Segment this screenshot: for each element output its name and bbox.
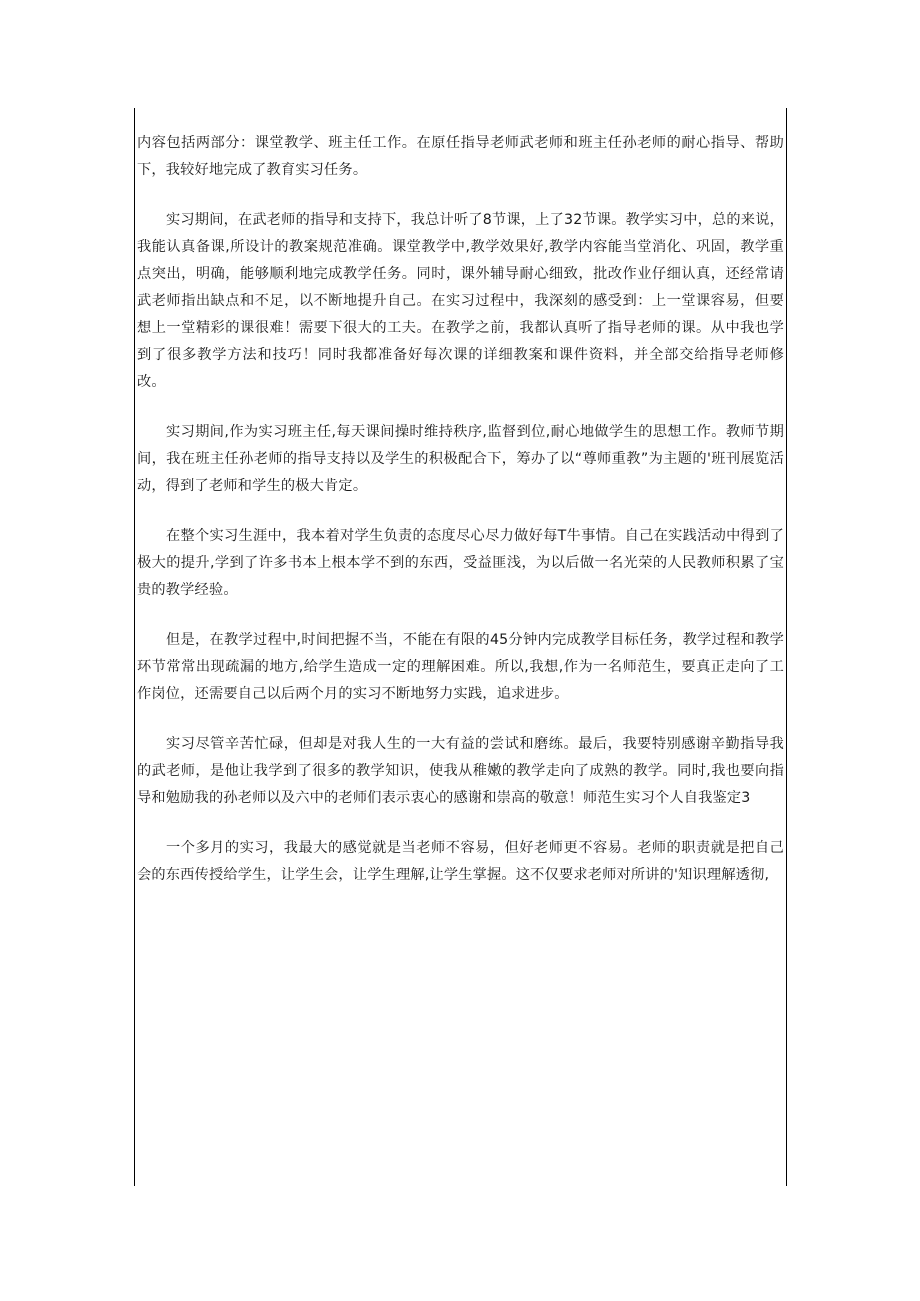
paragraph-4: 在整个实习生涯中，我本着对学生负责的态度尽心尽力做好每T牛事情。自己在实践活动中得到了极大的提升,学到了许多书本上根本学不到的东西，受益匪浅，为以后做一名光荣的人民教师积累了宝贵的教学经验。 [137, 528, 784, 598]
paragraph-2: 实习期间，在武老师的指导和支持下，我总计听了8节课，上了32节课。教学实习中，总的来说，我能认真备课,所设计的教案规范准确。课堂教学中,教学效果好,教学内容能当堂消化、巩固，教学重点突出，明确，能够顺利地完成教学任务。同时，课外辅导耐心细致，批改作业仔细认真，还经常请武老师指出缺点和不足，以不断地提升自己。在实习过程中，我深刻的感受到：上一堂课容易，但要想上一堂精彩的课很难！需要下很大的工夫。在教学之前，我都认真听了指导老师的课。从中我也学到了很多教学方法和技巧！同时我都准备好每次课的详细教案和课件资料，并全部交给指导老师修改。 [137, 212, 784, 390]
paragraph-5: 但是，在教学过程中,时间把握不当，不能在有限的45分钟内完成教学目标任务，教学过程和教学环节常常出现疏漏的地方,给学生造成一定的理解困难。所以,我想,作为一名师范生，要真正走向了工作岗位，还需要自己以后两个月的实习不断地努力实践，追求进步。 [137, 632, 784, 702]
right-margin-rule [786, 108, 787, 1186]
paragraph-7: 一个多月的实习，我最大的感觉就是当老师不容易，但好老师更不容易。老师的职责就是把自己会的东西传授给学生，让学生会，让学生理解,让学生掌握。这不仅要求老师对所讲的'知识理解透彻, [137, 840, 784, 883]
left-margin-rule [134, 108, 135, 1186]
paragraph-6: 实习尽管辛苦忙碌，但却是对我人生的一大有益的尝试和磨练。最后，我要特别感谢辛勤指导我的武老师，是他让我学到了很多的教学知识，使我从稚嫩的教学走向了成熟的教学。同时,我也要向指导和勉励我的孙老师以及六中的老师们表示衷心的感谢和崇高的敬意！师范生实习个人自我鉴定3 [137, 736, 784, 806]
document-body [137, 130, 784, 912]
paragraph-3: 实习期间,作为实习班主任,每天课间操时维持秩序,监督到位,耐心地做学生的思想工作。教师节期间，我在班主任孙老师的指导支持以及学生的积极配合下，筹办了以“尊师重教”为主题的'班刊展览活动，得到了老师和学生的极大肯定。 [137, 424, 784, 494]
paragraph-1: 内容包括两部分：课堂教学、班主任工作。在原任指导老师武老师和班主任孙老师的耐心指导、帮助下，我较好地完成了教育实习任务。 [137, 135, 784, 178]
